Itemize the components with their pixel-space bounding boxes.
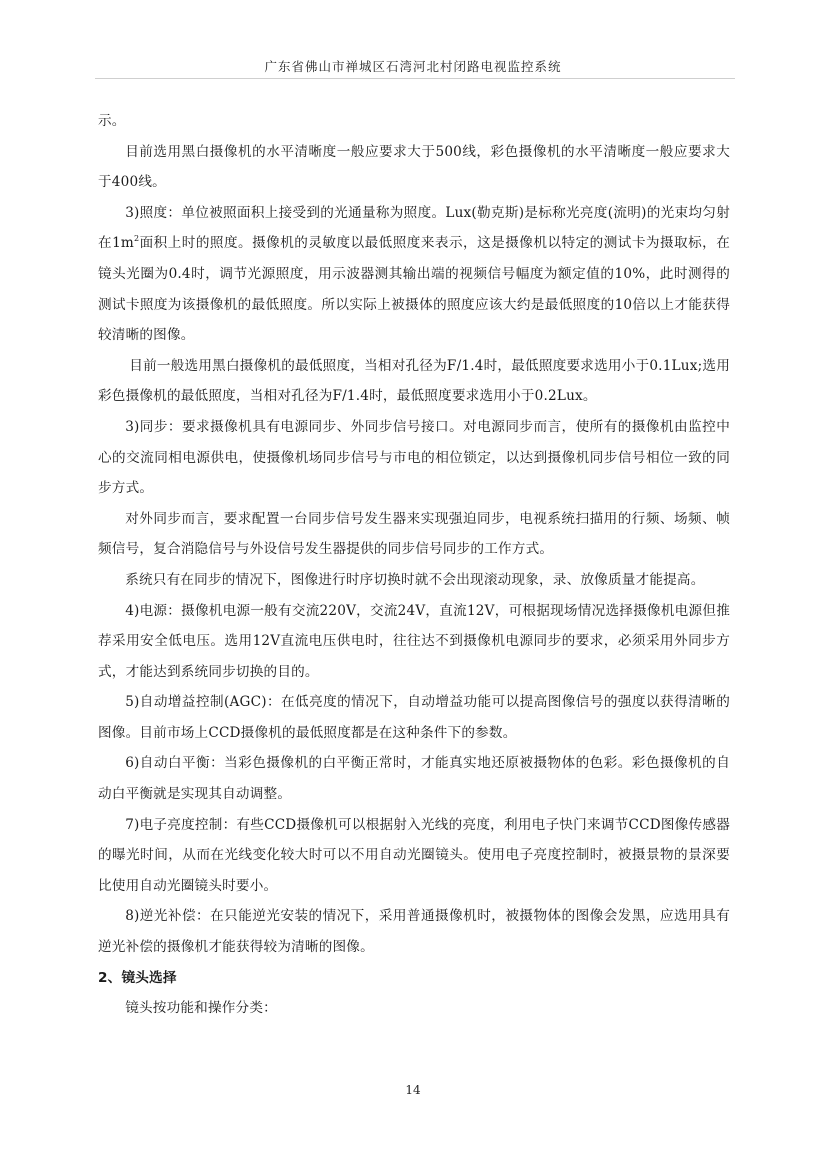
paragraph-system-sync: 系统只有在同步的情况下，图像进行时序切换时就不会出现滚动现象，录、放像质量才能提高。 bbox=[125, 571, 705, 588]
superscript-squared: 2 bbox=[134, 234, 140, 244]
document-body bbox=[98, 106, 730, 1024]
page-header: 广东省佛山市禅城区石湾河北村闭路电视监控系统 bbox=[264, 59, 562, 74]
paragraph-agc: 5)自动增益控制(AGC)：在低亮度的情况下，自动增益功能可以提高图像信号的强度以获得清晰的图像。目前市场上CCD摄像机的最低照度都是在这种条件下的参数。 bbox=[98, 694, 730, 741]
paragraph-power: 4)电源：摄像机电源一般有交流220V，交流24V，直流12V，可根据现场情况选择摄像机电源但推荐采用安全低电压。选用12V直流电压供电时，往往达不到摄像机电源同步的要求，必须采用外同步方式，才能达到系统同步切换的目的。 bbox=[98, 602, 730, 680]
paragraph-horizontal-resolution: 目前选用黑白摄像机的水平清晰度一般应要求大于500线，彩色摄像机的水平清晰度一般应要求大于400线。 bbox=[98, 143, 730, 191]
illuminance-text-part2: 面积上时的照度。摄像机的灵敏度以最低照度来表示，这是摄像机以特定的测试卡为摄取标，在镜头光圈为0.4时，调节光源照度，用示波器测其输出端的视频信号幅度为额定值的10%，此时测得的测试卡照度为该摄像机的最低照度。所以实际上被摄体的照度应该大约是最低照度的10倍以上才能获得较清晰的图像。 bbox=[98, 235, 731, 344]
paragraph-brightness-control: 7)电子亮度控制：有些CCD摄像机可以根据射入光线的亮度，利用电子快门来调节CCD图像传感器的曝光时间，从而在光线变化较大时可以不用自动光圈镜头。使用电子亮度控制时，被摄景物的景深要比使用自动光圈镜头时要小。 bbox=[98, 816, 730, 894]
paragraph-external-sync: 对外同步而言，要求配置一台同步信号发生器来实现强迫同步，电视系统扫描用的行频、场频、帧频信号，复合消隐信号与外设信号发生器提供的同步信号同步的工作方式。 bbox=[98, 510, 730, 558]
paragraph-backlight: 8)逆光补偿：在只能逆光安装的情况下，采用普通摄像机时，被摄物体的图像会发黑，应选用具有逆光补偿的摄像机才能获得较为清晰的图像。 bbox=[98, 908, 730, 956]
paragraph-min-illuminance: 目前一般选用黑白摄像机的最低照度，当相对孔径为F/1.4时，最低照度要求选用小于0.1Lux;选用彩色摄像机的最低照度，当相对孔径为F/1.4时，最低照度要求选用小于0.2Lux。 bbox=[98, 357, 730, 405]
paragraph-illuminance bbox=[98, 198, 730, 351]
illuminance-text-part1: 3)照度：单位被照面积上接受到的光通量称为照度。Lux(勒克斯)是标称光亮度(流明)的光束均匀射在1m bbox=[98, 204, 730, 252]
section-title-lens: 2、镜头选择 bbox=[98, 969, 177, 986]
paragraph-white-balance: 6)自动白平衡：当彩色摄像机的白平衡正常时，才能真实地还原被摄物体的色彩。彩色摄像机的自动白平衡就是实现其自动调整。 bbox=[98, 755, 730, 803]
paragraph-sync: 3)同步：要求摄像机具有电源同步、外同步信号接口。对电源同步而言，使所有的摄像机由监控中心的交流同相电源供电，使摄像机场同步信号与市电的相位锁定，以达到摄像机同步信号相位一致的同步方式。 bbox=[98, 418, 730, 497]
paragraph-continuation: 示。 bbox=[98, 113, 126, 129]
header-divider bbox=[95, 78, 735, 79]
paragraph-lens-classification: 镜头按功能和操作分类： bbox=[125, 1000, 277, 1017]
page-number: 14 bbox=[405, 1083, 421, 1097]
